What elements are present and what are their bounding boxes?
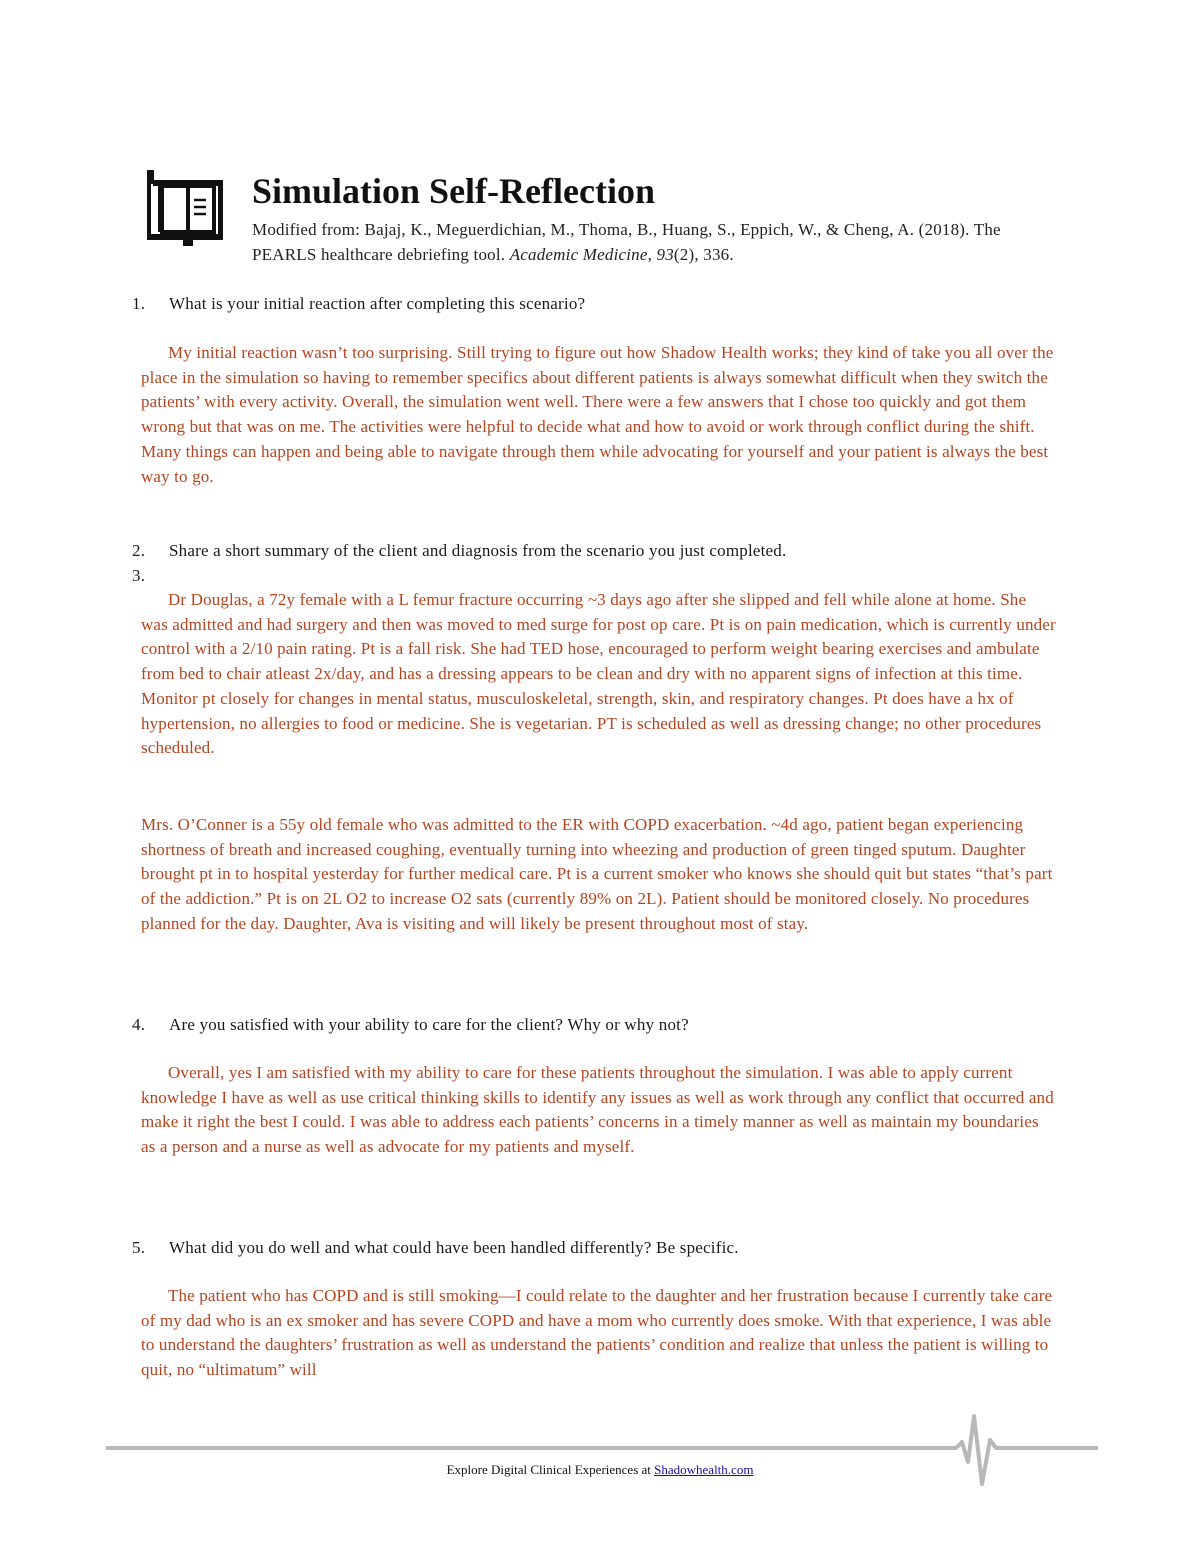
question-3 — [132, 564, 169, 588]
answer-5: The patient who has COPD and is still smoking—I could relate to the daughter and her frustration because I currently take care of my dad who is an ex smoker and has severe COPD and have a mom who currently does smoke. With that experience, I was able to understand the daughters’ frustration as well as understand the patients’ condition and realize that unless the patient is willing to quit, no “ultimatum” will — [141, 1286, 1053, 1380]
question-1 — [132, 292, 585, 316]
answer-1: My initial reaction wasn’t too surprising. Still trying to figure out how Shadow Health works; they kind of take you all over the place in the simulation so having to remember specifics about different patients is always somewhat difficult when they switch the patients’ with every activity. Overall, the simulation went well. There were a few answers that I chose too quickly and got them wrong but that was on me. The activities were helpful to decide what and how to avoid or work through conflict during the shift. Many things can happen and being able to navigate through them while advocating for yourself and your patient is always the best way to go. — [141, 343, 1054, 486]
citation-journal: Academic Medicine — [509, 245, 648, 264]
answer-2: Dr Douglas, a 72y female with a L femur fracture occurring ~3 days ago after she slipped and fell while alone at home. She was admitted and had surgery and then was moved to med surge for post op care. Pt is on pain medication, which is currently under control with a 2/10 pain rating. Pt is a fall risk. She had TED hose, encouraged to perform weight bearing exercises and ambulate from bed to chair atleast 2x/day, and has a dressing appears to be clean and dry with no apparent signs of infection at this time. Monitor pt closely for changes in mental status, musculoskeletal, strength, skin, and respiratory changes. Pt does have a hx of hypertension, no allergies to food or medicine. She is vegetarian. PT is scheduled as well as dressing change; no other procedures scheduled. — [141, 590, 1056, 758]
citation-separator: , — [647, 245, 657, 264]
citation-volume: 93 — [656, 245, 674, 264]
question-text: What is your initial reaction after completing this scenario? — [169, 294, 586, 313]
question-number: 4. — [132, 1015, 146, 1034]
shadowhealth-link[interactable]: Shadowhealth.com — [654, 1462, 754, 1477]
question-text: Are you satisfied with your ability to care for the client? Why or why not? — [169, 1015, 689, 1034]
question-text: What did you do well and what could have been handled differently? Be specific. — [169, 1238, 739, 1257]
citation-suffix: (2), 336. — [673, 245, 734, 264]
heartbeat-divider — [106, 1412, 1098, 1492]
book-icon — [143, 170, 228, 248]
citation — [252, 217, 1062, 267]
page-title: Simulation Self-Reflection — [252, 171, 655, 211]
answer-2b: Mrs. O’Conner is a 55y old female who was admitted to the ER with COPD exacerbation. ~4d ago, patient began experiencing shortness of breath and increased coughing, eventually turning into wheezing and production of green tinged sputum. Daughter brought pt in to hospital yesterday for further medical care. Pt is a current smoker who knows she should quit but states “that’s part of the addiction.” Pt is on 2L O2 to increase O2 sats (currently 89% on 2L). Patient should be monitored closely. No procedures planned for the day. Daughter, Ava is visiting and will likely be present throughout most of stay. — [141, 815, 1053, 933]
question-number: 2. — [132, 541, 146, 560]
citation-text: Modified from: Bajaj, K., Meguerdichian, M., Thoma, B., Huang, S., Eppich, W., & Cheng, A. (2018). The PEARLS healthcare debriefing tool. — [252, 220, 1001, 264]
answer-4: Overall, yes I am satisfied with my ability to care for these patients throughout the simulation. I was able to apply current knowledge I have as well as use critical thinking skills to identify any issues as well as work through any conflict that occurred and make it right the best I could. I was able to address each patients’ concerns in a timely manner as well as maintain my boundaries as a person and a nurse as well as advocate for my patients and myself. — [141, 1063, 1054, 1157]
question-4 — [132, 1013, 689, 1037]
question-2 — [132, 539, 786, 563]
question-number: 1. — [132, 294, 146, 313]
footer — [0, 1461, 1200, 1479]
question-text: Share a short summary of the client and diagnosis from the scenario you just completed. — [169, 541, 787, 560]
question-5 — [132, 1236, 739, 1260]
question-number: 3. — [132, 566, 146, 585]
question-number: 5. — [132, 1238, 146, 1257]
footer-text: Explore Digital Clinical Experiences at — [446, 1462, 655, 1477]
